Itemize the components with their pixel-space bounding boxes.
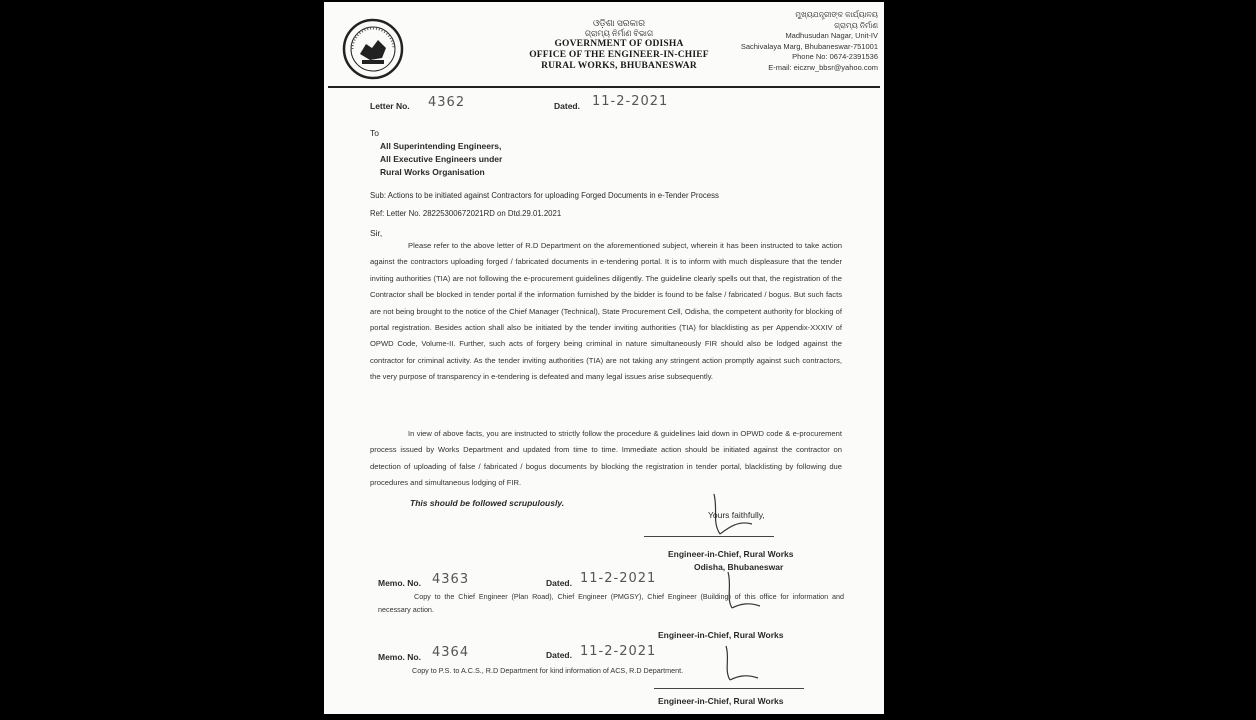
memo1-signatory: Engineer-in-Chief, Rural Works bbox=[658, 630, 784, 640]
memo2-dated-label: Dated. bbox=[546, 650, 572, 660]
memo2-label: Memo. No. bbox=[378, 652, 421, 662]
contact-address-1: Madhusudan Nagar, Unit-IV bbox=[785, 31, 878, 40]
to-line-3: Rural Works Organisation bbox=[380, 167, 485, 177]
memo1-dated-label: Dated. bbox=[546, 578, 572, 588]
contact-phone: Phone No: 0674-2391536 bbox=[792, 52, 878, 61]
to-line-1: All Superintending Engineers, bbox=[380, 141, 502, 151]
strict-instruction: This should be followed scrupulously. bbox=[410, 498, 565, 508]
letterhead-office: OFFICE OF THE ENGINEER-IN-CHIEF bbox=[529, 50, 709, 60]
to-label: To bbox=[370, 128, 379, 138]
contact-odia-1: ମୁଖ୍ୟଯନ୍ତ୍ରୀଙ୍କ କାର୍ଯ୍ୟାଳୟ bbox=[795, 10, 878, 19]
letterhead-rural-works: RURAL WORKS, BHUBANESWAR bbox=[541, 61, 697, 71]
odisha-emblem-seal bbox=[342, 18, 404, 80]
contact-address-2: Sachivalaya Marg, Bhubaneswar-751001 bbox=[740, 41, 878, 51]
memo2-signatory: Engineer-in-Chief, Rural Works bbox=[658, 696, 784, 706]
memo2-signature-line bbox=[654, 688, 804, 689]
memo1-number: 4363 bbox=[432, 572, 470, 587]
yours-faithfully: Yours faithfully, bbox=[708, 510, 765, 520]
memo2-dated-value: 11-2-2021 bbox=[580, 644, 657, 659]
letterhead-center bbox=[484, 18, 754, 72]
body-paragraph-2: In view of above facts, you are instructed to strictly follow the procedure & guidelines laid down in OPWD code & e-procurement process issued by Works Department and updated from time to time. Immediate action should be initiated against the contractor on detection of uploading of false / fabricated / bogus documents by blocking the registration in tender portal, blacklisting by following due procedures and simultaneous lodging of FIR. bbox=[370, 429, 842, 488]
memo1-label: Memo. No. bbox=[378, 578, 421, 588]
contact-odia-2: ଗ୍ରାମ୍ୟ ନିର୍ମାଣ bbox=[834, 20, 878, 30]
contact-email: E-mail: eiczrw_bbsr@yahoo.com bbox=[768, 62, 878, 72]
body-paragraph-1: Please refer to the above letter of R.D Department on the aforementioned subject, wherein it has been instructed to take action against the contractors uploading forged / fabricated documents in e-tendering portal. It is to inform with much displeasure that the tender inviting authorities (TIA) are not following the e-procurement guidelines diligently. The guideline clearly spells out that, the registration of the Contractor shall be blocked in tender portal if the information furnished by the bidder is found to be false / fabricated / bogus. But such facts are not being brought to the notice of the Chief Manager (Technical), State Procurement Cell, Odisha, the competent authority for blocking of portal registration. Besides action shall also be initiated by the tender inviting authorities (TIA) for blacklisting as per Appendix-XXXIV of OPWD Code, Volume-II. Further, such acts of forgery being criminal in nature simultaneously FIR should also be lodged against the contractor for criminal activity. As the tender inviting authorities (TIA) are not taking any stringent action promptly against such contractors, the very purpose of transparency in e-tendering is defeated and many legal issues arise subsequently. bbox=[370, 241, 842, 382]
memo2-copy-text: Copy to P.S. to A.C.S., R.D Department for kind information of ACS, R.D Department. bbox=[412, 666, 684, 675]
letterhead-odia-1: ଓଡ଼ିଶା ସରକାର bbox=[592, 18, 646, 28]
dated-label: Dated. bbox=[554, 101, 580, 111]
header-rule bbox=[328, 86, 880, 88]
memo2-signature-mark bbox=[716, 642, 766, 694]
letterhead-contact bbox=[728, 10, 878, 73]
dated-value: 11-2-2021 bbox=[592, 94, 669, 109]
letter-page bbox=[324, 2, 884, 714]
letter-no-label: Letter No. bbox=[370, 101, 410, 111]
letterhead-government: GOVERNMENT OF ODISHA bbox=[554, 39, 684, 49]
signatory-title: Engineer-in-Chief, Rural Works bbox=[668, 549, 794, 559]
memo2-number: 4364 bbox=[432, 645, 470, 660]
signatory-place: Odisha, Bhubaneswar bbox=[694, 562, 784, 572]
signature-line bbox=[644, 536, 774, 537]
reference-line: Ref: Letter No. 28225300672021RD on Dtd.29.01.2021 bbox=[370, 209, 562, 218]
memo1-dated-value: 11-2-2021 bbox=[580, 571, 657, 586]
salutation: Sir, bbox=[370, 228, 383, 238]
memo1-copy-text: Copy to the Chief Engineer (Plan Road), Chief Engineer (PMGSY), Chief Engineer (Building) of this office for information and necessary action. bbox=[378, 592, 844, 614]
to-line-2: All Executive Engineers under bbox=[380, 154, 503, 164]
letterhead-odia-2: ଗ୍ରାମ୍ୟ ନିର୍ମାଣ ବିଭାଗ bbox=[584, 29, 654, 38]
subject-line: Sub: Actions to be initiated against Contractors for uploading Forged Documents in e-Tender Process bbox=[370, 191, 719, 200]
memo1-signature-mark bbox=[720, 568, 770, 628]
letter-no-value: 4362 bbox=[428, 95, 466, 110]
